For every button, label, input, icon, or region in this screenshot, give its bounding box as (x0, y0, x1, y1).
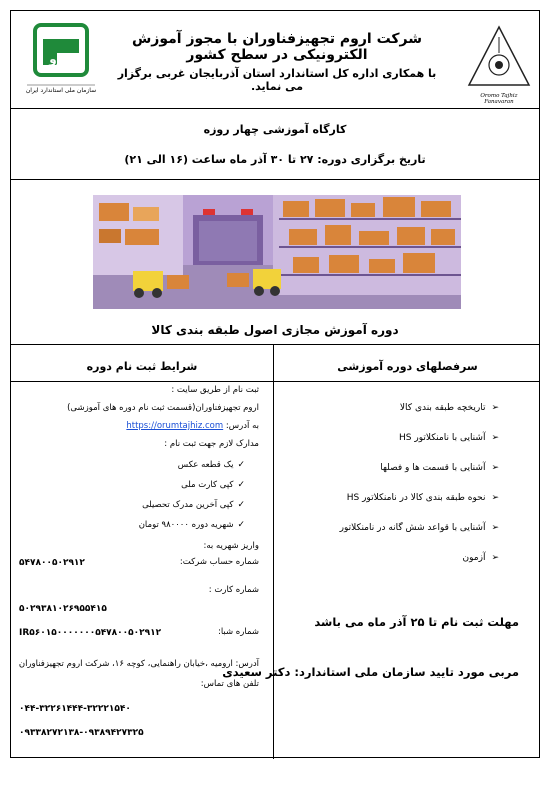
card-label: شماره کارت : (208, 585, 259, 595)
registration-header: شرایط ثبت نام دوره (86, 360, 198, 373)
topic-item: ➢آشنایی با قسمت ها و فصلها (380, 463, 499, 473)
website-link[interactable]: https://orumtajhiz.com (126, 421, 224, 431)
doc-item: ✓یک قطعه عکس (177, 460, 245, 470)
account-label: شماره حساب شرکت: (179, 557, 259, 567)
phone-numbers: ۰۴۴-۳۲۲۶۱۴۴۴-۳۲۲۲۱۵۴۰ (19, 704, 131, 714)
doc-item: ✓کپی آخرین مدرک تحصیلی (142, 500, 245, 510)
svg-text:ایزو: ایزو (49, 52, 73, 66)
doc-item: ✓شهریه دوره ۹۸۰۰۰۰ تومان (138, 520, 245, 530)
right-logo-caption: Oromo Tajhiz Fanavaran (480, 93, 518, 105)
arrow-icon: ➢ (491, 463, 499, 473)
arrow-icon: ➢ (491, 403, 499, 413)
instructor-note: مربی مورد تایید سازمان ملی استاندارد: دکتر سعیدی (222, 665, 519, 679)
sheba-label: شماره شبا: (217, 627, 259, 637)
topic-item: ➢نحوه طبقه بندی کالا در نامنکلاتور HS (346, 493, 499, 503)
company-logo (465, 23, 533, 105)
registration-line: ثبت نام از طریق سایت : (171, 385, 259, 395)
doc-item: ✓کپی کارت ملی (181, 480, 245, 490)
divider (11, 179, 539, 180)
topics-header: سرفصلهای دوره آموزشی (337, 360, 478, 373)
account-number: ۵۴۷۸۰۰۵۰۲۹۱۲ (19, 558, 85, 568)
mobile-numbers: ۰۹۳۳۸۲۷۲۱۳۸-۰۹۳۸۹۴۲۷۳۲۵ (19, 728, 144, 738)
workshop-title: کارگاه آموزشی چهار روزه (203, 123, 347, 136)
warehouse-illustration (93, 195, 461, 309)
required-docs-label: مدارک لازم جهت ثبت نام : (164, 439, 259, 449)
column-divider (273, 344, 274, 759)
address: آدرس: ارومیه ،خیابان راهنمایی، کوچه ۱۶، شرکت اروم تجهیزفناوران (18, 659, 259, 669)
registration-line: اروم تجهیزفناوران(قسمت ثبت نام دوره های آموزشی) (67, 403, 259, 413)
arrow-icon: ➢ (491, 493, 499, 503)
divider (11, 108, 539, 109)
registration-details (19, 385, 259, 755)
arrow-icon: ➢ (491, 433, 499, 443)
standard-org-logo (21, 19, 101, 99)
arrow-icon: ➢ (491, 553, 499, 563)
divider (11, 381, 539, 382)
sheba-number: IR۵۶۰۱۵۰۰۰۰۰۰۰۵۴۷۸۰۰۵۰۲۹۱۲ (19, 628, 162, 638)
divider (11, 344, 539, 345)
left-logo-caption: سازمان ملی استاندارد ایران (25, 87, 97, 94)
check-icon: ✓ (237, 520, 245, 530)
topic-item: ➢آشنایی با نامنکلاتور HS (399, 433, 499, 443)
payment-label: واریز شهریه به: (203, 541, 259, 551)
org-subtitle: با همکاری اداره کل استاندارد استان آذربایجان غربی برگزار می نماید. (117, 67, 437, 93)
course-title: دوره آموزش مجازی اصول طبقه بندی کالا (151, 323, 399, 337)
topic-item: ➢آشنایی با قواعد شش گانه در نامنکلاتور (339, 523, 499, 533)
card-number: ۵۰۲۹۳۸۱۰۲۶۹۵۵۴۱۵ (19, 604, 107, 614)
phones-label: تلفن های تماس: (200, 679, 259, 689)
website-line (126, 421, 259, 432)
check-icon: ✓ (237, 500, 245, 510)
arrow-icon: ➢ (491, 523, 499, 533)
registration-deadline: مهلت ثبت نام تا ۲۵ آذر ماه می باشد (314, 615, 519, 629)
check-icon: ✓ (237, 460, 245, 470)
topic-item: ➢آزمون (462, 553, 499, 563)
workshop-dates: تاریخ برگزاری دوره: ۲۷ تا ۳۰ آذر ماه ساعت (۱۶ الی ۲۱) (124, 153, 426, 166)
check-icon: ✓ (237, 480, 245, 490)
org-title: شرکت اروم تجهیزفناوران با مجوز آموزش الکترونیکی در سطح کشور (131, 31, 423, 63)
topic-item: ➢تاریخچه طبقه بندی کالا (399, 403, 499, 413)
address-prefix: به آدرس: (225, 421, 259, 431)
document-frame (10, 10, 540, 758)
